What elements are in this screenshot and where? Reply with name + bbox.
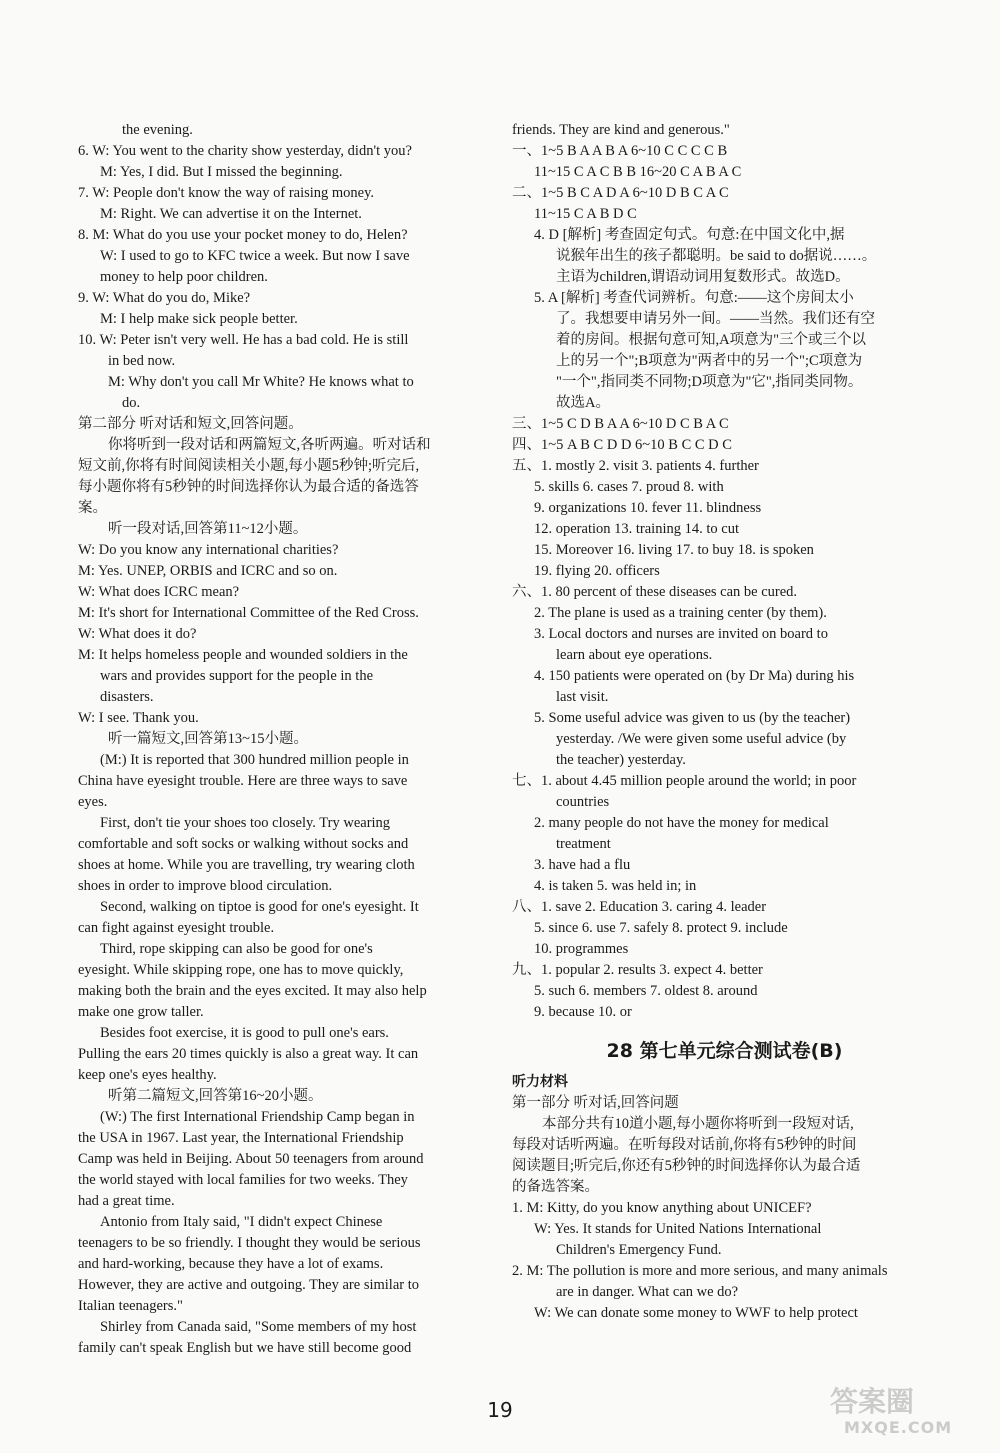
answer-line: 10. programmes	[534, 941, 629, 957]
text-line: W: Do you know any international charities?	[78, 542, 339, 558]
answer-line: 主语为children,谓语动词用复数形式。故选D。	[556, 269, 850, 285]
text-line: 你将听到一段对话和两篇短文,各听两遍。听对话和	[108, 437, 431, 453]
answer-line: 4. D [解析] 考查固定句式。句意:在中国文化中,据	[534, 227, 845, 243]
text-line: 听第二篇短文,回答第16~20小题。	[108, 1088, 323, 1104]
answer-line: 9. organizations 10. fever 11. blindness	[534, 500, 762, 516]
text-line: eyes.	[78, 794, 108, 810]
text-line: shoes in order to improve blood circulation.	[78, 878, 333, 894]
text-line: 听一段对话,回答第11~12小题。	[108, 521, 308, 537]
watermark-sub: MXQE.COM	[844, 1418, 953, 1437]
answer-line: 三、1~5 C D B A A 6~10 D C B A C	[512, 416, 729, 432]
answer-line: 2. The plane is used as a training center (by them).	[534, 605, 827, 621]
section-title: 28 第七单元综合测试卷(B)	[606, 1040, 843, 1062]
text-line: Children's Emergency Fund.	[556, 1242, 722, 1258]
text-line: the USA in 1967. Last year, the International Friendship	[78, 1130, 404, 1146]
answer-line: 六、1. 80 percent of these diseases can be cured.	[512, 584, 798, 600]
text-line: M: It's short for International Committee of the Red Cross.	[78, 605, 419, 621]
answer-line: 5. A [解析] 考查代词辨析。句意:——这个房间太小	[534, 290, 854, 306]
page-number: 19	[487, 1398, 513, 1422]
text-line: (M:) It is reported that 300 hundred million people in	[100, 752, 409, 768]
text-line: are in danger. What can we do?	[556, 1284, 739, 1300]
text-line: (W:) The first International Friendship Camp began in	[100, 1109, 415, 1125]
text-line: shoes at home. While you are travelling, try wearing cloth	[78, 857, 415, 873]
answer-line: 9. because 10. or	[534, 1004, 632, 1020]
text-line: First, don't tie your shoes too closely. Try wearing	[100, 815, 391, 831]
answer-line: friends. They are kind and generous."	[512, 122, 730, 138]
text-line: M: Yes. UNEP, ORBIS and ICRC and so on.	[78, 563, 338, 579]
text-line: wars and provides support for the people in the	[100, 668, 374, 684]
text-line: do.	[122, 395, 141, 411]
text-line: W: Yes. It stands for United Nations International	[534, 1221, 822, 1237]
text-line: W: We can donate some money to WWF to help protect	[534, 1305, 858, 1321]
answer-line: 一、1~5 B A A B A 6~10 C C C C B	[512, 143, 728, 159]
text-line: M: I help make sick people better.	[100, 311, 298, 327]
text-line: had a great time.	[78, 1193, 175, 1209]
answer-line: 五、1. mostly 2. visit 3. patients 4. further	[512, 458, 759, 474]
answer-line: 11~15 C A C B B 16~20 C A B A C	[534, 164, 742, 180]
answer-line: 4. is taken 5. was held in; in	[534, 878, 697, 894]
answer-line: the teacher) yesterday.	[556, 752, 686, 768]
answer-line: 二、1~5 B C A D A 6~10 D B C A C	[512, 185, 729, 201]
text-line: M: Right. We can advertise it on the Internet.	[100, 206, 362, 222]
text-line: teenagers to be so friendly. I thought they would be serious	[78, 1235, 421, 1251]
text-line: Third, rope skipping can also be good for one's	[100, 941, 373, 957]
answer-line: 5. since 6. use 7. safely 8. protect 9. include	[534, 920, 788, 936]
text-line: 9. W: What do you do, Mike?	[78, 290, 251, 306]
text-line: 2. M: The pollution is more and more serious, and many animals	[512, 1263, 888, 1279]
answer-line: 七、1. about 4.45 million people around the world; in poor	[512, 773, 857, 789]
answer-line: 5. skills 6. cases 7. proud 8. with	[534, 479, 724, 495]
answer-line: 3. have had a flu	[534, 857, 631, 873]
text-line: 10. W: Peter isn't very well. He has a bad cold. He is still	[78, 332, 409, 348]
answer-line: 3. Local doctors and nurses are invited on board to	[534, 626, 828, 642]
listening-material	[512, 1093, 937, 1324]
answer-line: 12. operation 13. training 14. to cut	[534, 521, 739, 537]
text-line: comfortable and soft socks or walking without socks and	[78, 836, 409, 852]
text-line: 听一篇短文,回答第13~15小题。	[108, 731, 308, 747]
right-column	[512, 120, 937, 1324]
text-line: W: What does it do?	[78, 626, 197, 642]
text-line: Antonio from Italy said, "I didn't expect Chinese	[100, 1214, 383, 1230]
text-line: 阅读题目;听完后,你还有5秒钟的时间选择你认为最合适	[512, 1158, 861, 1174]
text-line: M: It helps homeless people and wounded soldiers in the	[78, 647, 408, 663]
text-line: China have eyesight trouble. Here are three ways to save	[78, 773, 408, 789]
text-line: 短文前,你将有时间阅读相关小题,每小题5秒钟;听完后,	[78, 458, 420, 474]
text-line: eyesight. While skipping rope, one has to move quickly,	[78, 962, 404, 978]
text-line: However, they are active and outgoing. They are similar to	[78, 1277, 419, 1293]
text-line: disasters.	[100, 689, 154, 705]
answer-line: 说猴年出生的孩子都聪明。be said to do据说……。	[556, 248, 877, 264]
listening-label: 听力材料	[512, 1074, 568, 1090]
watermark-main: 答案圈	[830, 1385, 915, 1418]
answer-line: learn about eye operations.	[556, 647, 713, 663]
answer-line: 15. Moreover 16. living 17. to buy 18. is spoken	[534, 542, 814, 558]
answer-line: yesterday. /We were given some useful advice (by	[556, 731, 847, 747]
answer-key	[512, 120, 937, 1023]
text-line: 案。	[78, 500, 107, 516]
text-line: Pulling the ears 20 times quickly is also a great way. It can	[78, 1046, 419, 1062]
answer-line: treatment	[556, 836, 611, 852]
text-line: 8. M: What do you use your pocket money to do, Helen?	[78, 227, 408, 243]
watermark-logo	[822, 1379, 972, 1439]
text-line: 的备选答案。	[512, 1179, 599, 1195]
answer-line: "一个",指同类不同物;D项意为"它",指同类同物。	[556, 374, 863, 390]
text-line: make one grow taller.	[78, 1004, 204, 1020]
answer-line: 2. many people do not have the money for medical	[534, 815, 829, 831]
text-line: and hard-working, because they have a lot of exams.	[78, 1256, 384, 1272]
answer-line: 上的另一个";B项意为"两者中的另一个";C项意为	[556, 353, 863, 369]
text-line: 7. W: People don't know the way of raising money.	[78, 185, 375, 201]
text-line: can fight against eyesight trouble.	[78, 920, 275, 936]
answer-line: 着的房间。根据句意可知,A项意为"三个或三个以	[556, 332, 867, 348]
text-line: Second, walking on tiptoe is good for one's eyesight. It	[100, 899, 419, 915]
text-line: W: I see. Thank you.	[78, 710, 199, 726]
text-line: the evening.	[122, 122, 193, 138]
text-line: 本部分共有10道小题,每小题你将听到一段短对话,	[542, 1116, 854, 1132]
text-line: 第二部分 听对话和短文,回答问题。	[78, 416, 303, 432]
text-line: 1. M: Kitty, do you know anything about UNICEF?	[512, 1200, 812, 1216]
text-line: W: I used to go to KFC twice a week. But now I save	[100, 248, 410, 264]
answer-line: 四、1~5 A B C D D 6~10 B C C D C	[512, 437, 732, 453]
text-line: the world stayed with local families for two weeks. They	[78, 1172, 408, 1188]
left-column	[78, 120, 498, 1359]
text-line: Besides foot exercise, it is good to pull one's ears.	[100, 1025, 389, 1041]
text-line: making both the brain and the eyes excited. It may also help	[78, 983, 427, 999]
text-line: keep one's eyes healthy.	[78, 1067, 217, 1083]
text-line: in bed now.	[108, 353, 176, 369]
text-line: M: Yes, I did. But I missed the beginning.	[100, 164, 343, 180]
answer-line: 19. flying 20. officers	[534, 563, 660, 579]
text-line: Camp was held in Beijing. About 50 teenagers from around	[78, 1151, 424, 1167]
text-line: 第一部分 听对话,回答问题	[512, 1095, 679, 1111]
answer-line: 11~15 C A B D C	[534, 206, 637, 222]
text-line: 6. W: You went to the charity show yesterday, didn't you?	[78, 143, 412, 159]
text-line: money to help poor children.	[100, 269, 268, 285]
text-line: Italian teenagers."	[78, 1298, 183, 1314]
text-line: W: What does ICRC mean?	[78, 584, 240, 600]
answer-line: last visit.	[556, 689, 609, 705]
text-line: 每小题你将有5秒钟的时间选择你认为最合适的备选答	[78, 479, 419, 495]
answer-line: 5. Some useful advice was given to us (by the teacher)	[534, 710, 851, 726]
answer-line: countries	[556, 794, 610, 810]
answer-line: 故选A。	[556, 395, 610, 411]
answer-line: 八、1. save 2. Education 3. caring 4. leader	[512, 899, 767, 915]
text-line: family can't speak English but we have still become good	[78, 1340, 412, 1356]
answer-line: 5. such 6. members 7. oldest 8. around	[534, 983, 758, 999]
text-line: M: Why don't you call Mr White? He knows what to	[108, 374, 414, 390]
answer-line: 了。我想要申请另外一间。——当然。我们还有空	[556, 311, 875, 327]
text-line: 每段对话听两遍。在听每段对话前,你将有5秒钟的时间	[512, 1137, 857, 1153]
answer-line: 九、1. popular 2. results 3. expect 4. better	[512, 962, 763, 978]
answer-line: 4. 150 patients were operated on (by Dr Ma) during his	[534, 668, 855, 684]
text-line: Shirley from Canada said, "Some members of my host	[100, 1319, 417, 1335]
